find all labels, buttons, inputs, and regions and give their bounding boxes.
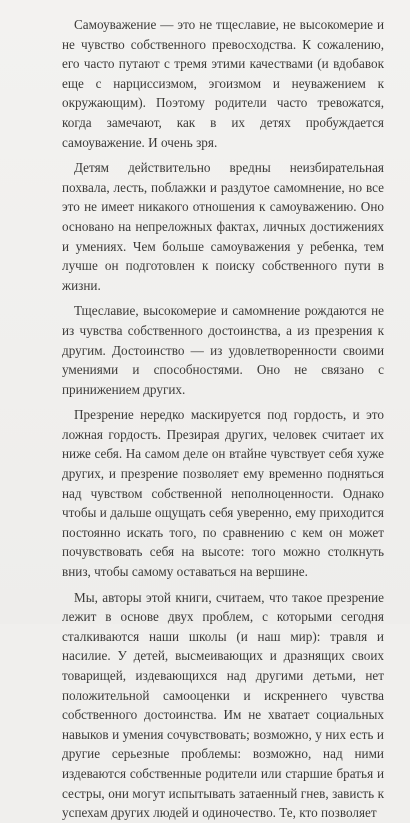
paragraph: Тщеславие, высокомерие и самомнение рождаются не из чувства собственного достоинства, а из презрения к другим. Достоинство — из удовлетворенности своими умениями и способностями. Оно не связано с принижением других. (62, 303, 384, 397)
paragraph: Мы, авторы этой книги, считаем, что такое презрение лежит в основе двух проблем, с которыми сегодня сталкиваются наши школы (и наш мир): травля и насилие. У детей, высмеивающих и дразнящих своих товарищей, издевающихся над другими детьми, нет положительной самооценки и искреннего чувства собственного достоинства. Им не хватает социальных навыков и умения сочувствовать; возможно, у них есть и другие серьезные проблемы: возможно, над ними издеваются собственные родители или старшие братья и сестры, они могут испытывать затаенный гнев, зависть к успехам других людей и одиночество. Те, кто позволяет (62, 589, 384, 821)
paragraph: Презрение нередко маскируется под гордость, и это ложная гордость. Презирая других, человек считает их ниже себя. На самом деле он втайне чувствует себя хуже других, и презрение позволяет ему временно подняться над чувством собственной неполноценности. Однако чтобы и дальше ощущать себя уверенно, ему приходится постоянно искать того, по сравнению с кем он может почувствовать себя на высоте: того можно столкнуть вниз, чтобы самому оставаться на вершине. (62, 407, 384, 580)
text-body (62, 15, 384, 823)
paragraph: Самоуважение — это не тщеславие, не высокомерие и не чувство собственного превосходства. К сожалению, его часто путают с тремя этими качествами (и вдобавок еще с нарциссизмом, эгоизмом и неуважением к окружающим). Поэтому родители часто тревожатся, когда замечают, как в их детях пробуждается самоуважение. И очень зря. (62, 17, 384, 150)
paragraph: Детям действительно вредны неизбирательная похвала, лесть, поблажки и раздутое самомнение, но все это не имеет никакого отношения к самоуважению. Оно основано на непреложных фактах, личных достижениях и умениях. Чем больше самоуважения у ребенка, тем лучше он подготовлен к поиску собственного пути в жизни. (62, 160, 384, 293)
